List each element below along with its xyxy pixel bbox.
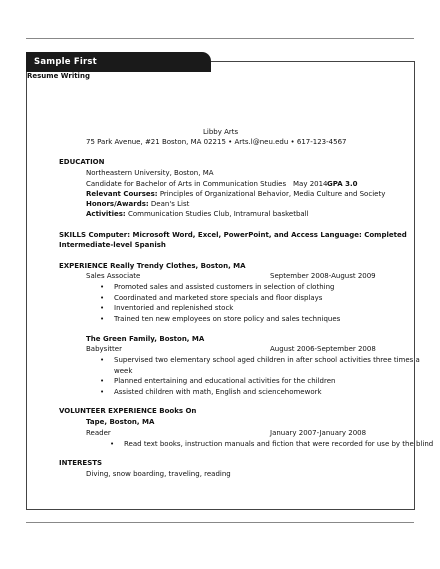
job2-title: Babysitter bbox=[86, 345, 122, 353]
education-courses bbox=[86, 190, 385, 198]
job2-dates: August 2006-September 2008 bbox=[270, 345, 376, 353]
honors-label: Honors/Awards: bbox=[86, 200, 149, 208]
skills-line-1: SKILLS Computer: Microsoft Word, Excel, PowerPoint, and Access Language: Completed bbox=[59, 231, 407, 239]
education-school: Northeastern University, Boston, MA bbox=[86, 169, 214, 177]
honors-text: Dean's List bbox=[148, 200, 190, 208]
skills-line-2: Intermediate-level Spanish bbox=[59, 241, 166, 249]
education-date: May 2014 bbox=[293, 180, 328, 188]
job2-bullet-1-line-2: week bbox=[114, 366, 133, 375]
list-item: • Coordinated and marketed store specials and floor displays bbox=[100, 293, 340, 304]
volunteer-dates: January 2007-January 2008 bbox=[270, 429, 367, 437]
job1-dates: September 2008-August 2009 bbox=[270, 272, 376, 280]
contact-line: 75 Park Avenue, #21 Boston, MA 02215 • Arts.l@neu.edu • 617-123-4567 bbox=[86, 138, 347, 146]
resume-name: Libby Arts bbox=[203, 128, 239, 136]
education-heading: EDUCATION bbox=[59, 158, 105, 166]
document-subtitle: Resume Writing bbox=[27, 72, 90, 80]
volunteer-heading: VOLUNTEER EXPERIENCE Books On bbox=[59, 407, 197, 415]
list-item: • Planned entertaining and educational activities for the children bbox=[100, 376, 420, 387]
list-item: • Assisted children with math, English and sciencehomework bbox=[100, 387, 420, 398]
job2-bullet-list bbox=[100, 355, 420, 397]
education-gpa: GPA 3.0 bbox=[327, 180, 358, 188]
volunteer-bullet-list bbox=[110, 439, 433, 450]
top-rule bbox=[26, 38, 414, 39]
job2-bullet-1-line-1: Supervised two elementary school aged children in after school activities three times a bbox=[114, 356, 420, 364]
courses-text: Principles of Organizational Behavior, Media Culture and Society bbox=[157, 190, 386, 198]
activities-label: Activities: bbox=[86, 210, 126, 218]
job1-title: Sales Associate bbox=[86, 272, 141, 280]
education-activities bbox=[86, 210, 309, 218]
interests-text: Diving, snow boarding, traveling, reading bbox=[86, 470, 231, 478]
list-item: • Trained ten new employees on store policy and sales techniques bbox=[100, 314, 340, 325]
list-item bbox=[100, 355, 420, 376]
list-item: • Promoted sales and assisted customers in selection of clothing bbox=[100, 282, 340, 293]
activities-text: Communication Studies Club, Intramural basketball bbox=[125, 210, 309, 218]
interests-heading: INTERESTS bbox=[59, 459, 103, 467]
job1-bullet-list bbox=[100, 282, 340, 324]
job2-employer: The Green Family, Boston, MA bbox=[86, 335, 205, 343]
education-degree: Candidate for Bachelor of Arts in Communication Studies bbox=[86, 180, 287, 188]
banner-title: Sample First bbox=[34, 57, 97, 67]
volunteer-role: Reader bbox=[86, 429, 111, 437]
list-item: • Inventoried and replenished stock bbox=[100, 303, 340, 314]
education-honors bbox=[86, 200, 189, 208]
volunteer-org: Tape, Boston, MA bbox=[86, 418, 155, 426]
bottom-rule bbox=[26, 522, 414, 523]
experience-heading: EXPERIENCE Really Trendy Clothes, Boston, MA bbox=[59, 262, 246, 270]
list-item: • Read text books, instruction manuals and fiction that were recorded for use by the blind bbox=[110, 439, 433, 450]
courses-label: Relevant Courses: bbox=[86, 190, 158, 198]
